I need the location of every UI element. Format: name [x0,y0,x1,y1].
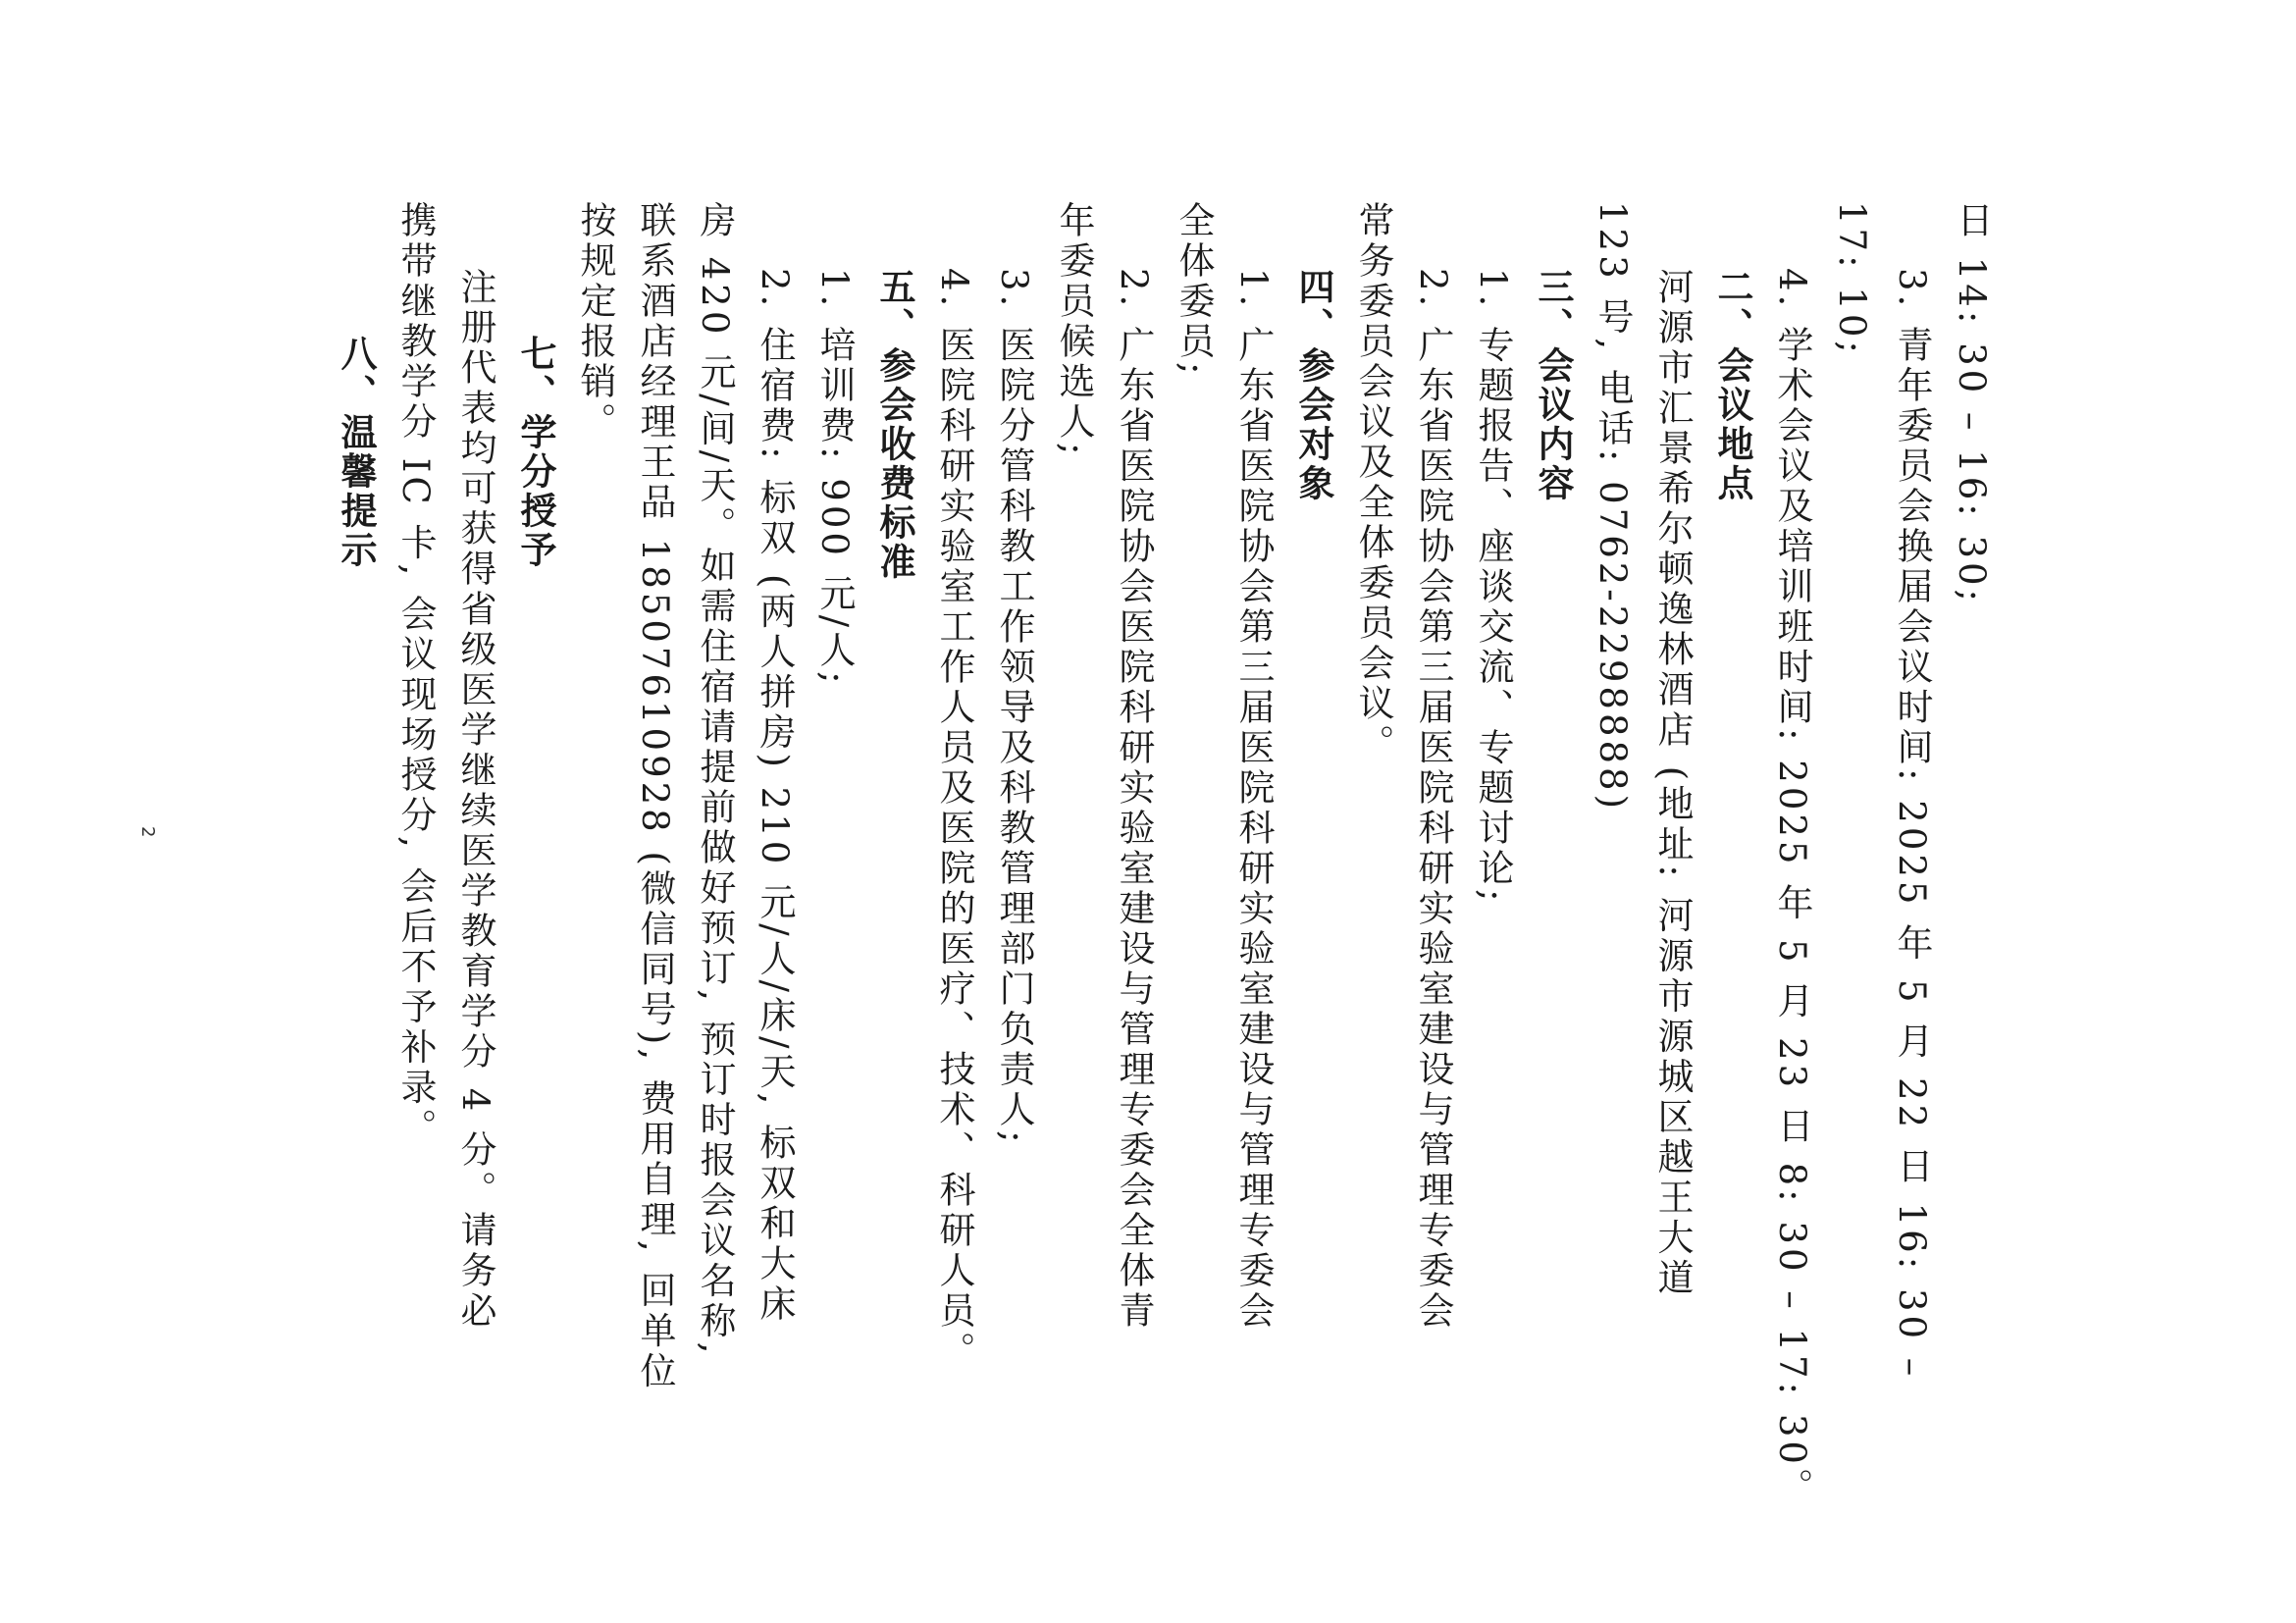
text-line: 年委员候选人; [1053,201,1095,459]
text-line: 4. 学术会议及培训班时间: 2025 年 5 月 23 日 8: 30 – 17: 30。 [1771,268,1813,1508]
text-line: 日 14: 30 – 16: 30; [1951,201,1993,606]
section-heading-content: 三、会议内容 [1532,268,1574,503]
text-line: 2. 住宿费: 标双 (两人拼房) 210 元/人/床/天, 标双和大床 [754,268,796,1325]
section-heading-credits: 七、学分授予 [514,335,556,570]
section-heading-fees: 五、参会收费标准 [873,268,915,582]
text-line: 17: 10; [1831,201,1873,357]
text-line: 2. 广东省医院协会第三届医院科研实验室建设与管理专委会 [1412,268,1454,1333]
text-line: 联系酒店经理王品 18507610928 (微信同号), 费用自理, 回单位 [634,201,676,1392]
text-line: 常务委员会议及全体委员会议。 [1352,201,1394,764]
section-heading-reminder: 八、温馨提示 [335,335,377,570]
text-line: 注册代表均可获得省级医学继续医学教育学分 4 分。请务必 [454,268,496,1333]
text-line: 3. 青年委员会换届会议时间: 2025 年 5 月 22 日 16: 30 – [1891,268,1933,1381]
text-line: 4. 医院科研实验室工作人员及医院的医疗、技术、科研人员。 [933,268,975,1373]
text-line: 1. 专题报告、座谈交流、专题讨论; [1472,268,1514,906]
text-line: 2. 广东省医院协会医院科研实验室建设与管理专委会全体青 [1113,268,1155,1333]
text-line: 按规定报销。 [574,201,616,443]
section-heading-venue: 二、会议地点 [1711,268,1753,503]
section-heading-attendees: 四、参会对象 [1292,268,1334,503]
text-line: 1. 培训费: 900 元/人; [813,268,856,688]
text-line: 房 420 元/间/天。如需住宿请提前做好预订, 预订时报会议名称, [694,201,736,1358]
text-line: 3. 医院分管科教工作领导及科教管理部门负责人; [993,268,1035,1147]
text-line: 携带继教学分 IC 卡, 会议现场授分, 会后不予补录。 [394,201,437,1149]
document-body [326,201,2002,1575]
text-line: 1. 广东省医院协会第三届医院科研实验室建设与管理专委会 [1232,268,1275,1333]
text-line: 全体委员; [1173,201,1215,379]
text-line: 河源市汇景希尔顿逸林酒店 (地址: 河源市源城区越王大道 [1651,268,1694,1299]
text-line: 123 号, 电话: 0762-2298888) [1592,201,1634,813]
page-number: 2 [137,826,158,838]
